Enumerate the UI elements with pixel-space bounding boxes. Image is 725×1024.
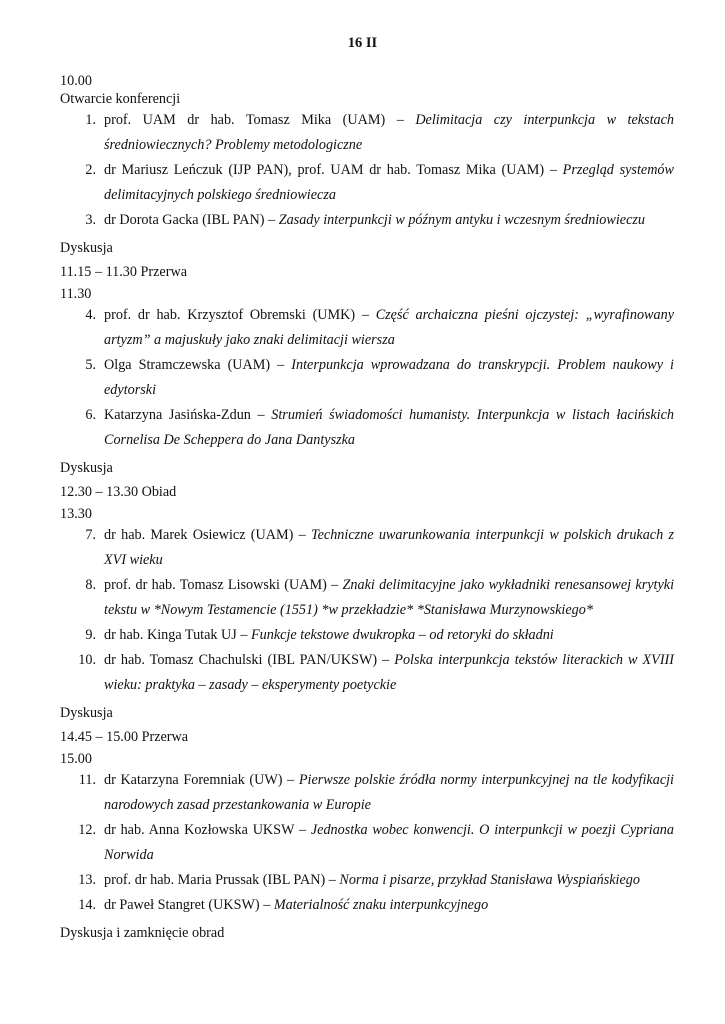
talk-item: [60, 623, 674, 648]
talk-authors: dr Katarzyna Foremniak (UW): [104, 772, 283, 788]
discussion-label: Dyskusja i zamknięcie obrad: [60, 925, 225, 941]
talk-item: [60, 108, 674, 158]
talk-title: Norma i pisarze, przykład Stanisława Wyspiańskiego: [339, 872, 640, 888]
talk-item: [60, 523, 674, 573]
session-time: 11.30: [60, 286, 92, 302]
talk-separator: –: [385, 112, 416, 128]
talk-item: [60, 768, 674, 818]
talk-item: [60, 648, 674, 698]
talk-authors: dr hab. Kinga Tutak UJ: [104, 627, 237, 643]
talk-title: Funkcje tekstowe dwukropka – od retoryki do składni: [251, 627, 554, 643]
talk-number: 11.: [78, 772, 96, 788]
talk-title: Znaki delimitacyjne jako wykładniki renesansowej krytyki tekstu w *Nowym Testamencie (1551) *w przekładzie* *Stanisława Murzynowskiego*: [104, 577, 675, 618]
talk-title: Strumień świadomości humanisty. Interpunkcja w listach łacińskich Cornelisa De Scheppera do Jana Dantyszka: [104, 407, 675, 448]
talk-title: Delimitacja czy interpunkcja w tekstach średniowiecznych? Problemy metodologiczne: [104, 112, 675, 153]
session-time: 15.00: [60, 751, 92, 767]
talk-item: [60, 868, 674, 893]
talk-title: Pierwsze polskie źródła normy interpunkcyjnej na tle kodyfikacji narodowych zasad przestankowania w Europie: [104, 772, 675, 813]
discussion-label: Dyskusja: [60, 705, 113, 721]
talk-list: [60, 108, 674, 233]
talk-authors: prof. UAM dr hab. Tomasz Mika (UAM): [104, 112, 386, 128]
talk-authors: dr Dorota Gacka (IBL PAN): [104, 212, 265, 228]
talk-separator: –: [293, 527, 312, 543]
programme-content: [60, 72, 674, 942]
talk-number: 12.: [78, 822, 96, 838]
talk-separator: –: [270, 357, 292, 373]
talk-authors: Olga Stramczewska (UAM): [104, 357, 271, 373]
programme-section: [60, 285, 674, 501]
talk-number: 14.: [78, 897, 96, 913]
talk-number: 10.: [78, 652, 96, 668]
talk-item: [60, 893, 674, 918]
talk-authors: Katarzyna Jasińska-Zdun: [104, 407, 251, 423]
talk-separator: –: [282, 772, 299, 788]
talk-separator: –: [544, 162, 563, 178]
talk-list: [60, 303, 674, 453]
talk-number: 1.: [85, 112, 96, 128]
session-heading: Otwarcie konferencji: [60, 91, 181, 107]
talk-authors: prof. dr hab. Tomasz Lisowski (UAM): [104, 577, 327, 593]
talk-list: [60, 523, 674, 698]
talk-number: 3.: [85, 212, 96, 228]
talk-number: 13.: [78, 872, 96, 888]
break-label: 12.30 – 13.30 Obiad: [60, 484, 177, 500]
talk-separator: –: [250, 407, 272, 423]
talk-item: [60, 158, 674, 208]
talk-authors: dr Paweł Stangret (UKSW): [104, 897, 260, 913]
talk-item: [60, 208, 674, 233]
talk-title: Jednostka wobec konwencji. O interpunkcji w poezji Cypriana Norwida: [104, 822, 674, 863]
talk-item: [60, 818, 674, 868]
talk-item: [60, 303, 674, 353]
talk-authors: dr hab. Marek Osiewicz (UAM): [104, 527, 294, 543]
discussion-label: Dyskusja: [60, 240, 113, 256]
talk-number: 4.: [85, 307, 96, 323]
talk-separator: –: [264, 212, 279, 228]
break-label: 14.45 – 15.00 Przerwa: [60, 729, 189, 745]
talk-authors: dr hab. Tomasz Chachulski (IBL PAN/UKSW): [104, 652, 378, 668]
session-time: 10.00: [60, 73, 92, 89]
programme-section: [60, 505, 674, 746]
break-label: 11.15 – 11.30 Przerwa: [60, 264, 188, 280]
talk-authors: prof. dr hab. Krzysztof Obremski (UMK): [104, 307, 356, 323]
talk-authors: prof. dr hab. Maria Prussak (IBL PAN): [104, 872, 326, 888]
programme-section: [60, 72, 674, 281]
talk-title: Techniczne uwarunkowania interpunkcji w polskich drukach z XVI wieku: [104, 527, 674, 568]
talk-separator: –: [325, 872, 340, 888]
page-title: 16 II: [347, 35, 378, 51]
talk-item: [60, 573, 674, 623]
talk-separator: –: [236, 627, 252, 643]
talk-separator: –: [294, 822, 311, 838]
talk-title: Polska interpunkcja tekstów literackich w XVIII wieku: praktyka – zasady – eksperymenty poetyckie: [104, 652, 675, 693]
talk-title: Przegląd systemów delimitacyjnych polskiego średniowiecza: [104, 162, 674, 203]
talk-list: [60, 768, 674, 918]
talk-separator: –: [377, 652, 395, 668]
talk-number: 9.: [85, 627, 96, 643]
programme-section: [60, 750, 674, 942]
talk-title: Materialność znaku interpunkcyjnego: [273, 897, 489, 913]
talk-separator: –: [259, 897, 274, 913]
discussion-label: Dyskusja: [60, 460, 113, 476]
talk-number: 8.: [85, 577, 96, 593]
talk-separator: –: [326, 577, 343, 593]
talk-authors: dr hab. Anna Kozłowska UKSW: [104, 822, 295, 838]
talk-title: Interpunkcja wprowadzana do transkrypcji. Problem naukowy i edytorski: [104, 357, 674, 398]
talk-separator: –: [355, 307, 376, 323]
talk-title: Część archaiczna pieśni ojczystej: „wyrafinowany artyzm” a majuskuły jako znaki delimitacji wiersza: [104, 307, 674, 348]
talk-number: 5.: [85, 357, 96, 373]
talk-title: Zasady interpunkcji w późnym antyku i wczesnym średniowieczu: [278, 212, 646, 228]
session-time: 13.30: [60, 506, 92, 522]
talk-number: 7.: [85, 527, 96, 543]
talk-number: 2.: [85, 162, 96, 178]
talk-authors: dr Mariusz Leńczuk (IJP PAN), prof. UAM dr hab. Tomasz Mika (UAM): [104, 162, 545, 178]
talk-number: 6.: [85, 407, 96, 423]
talk-item: [60, 353, 674, 403]
talk-item: [60, 403, 674, 453]
